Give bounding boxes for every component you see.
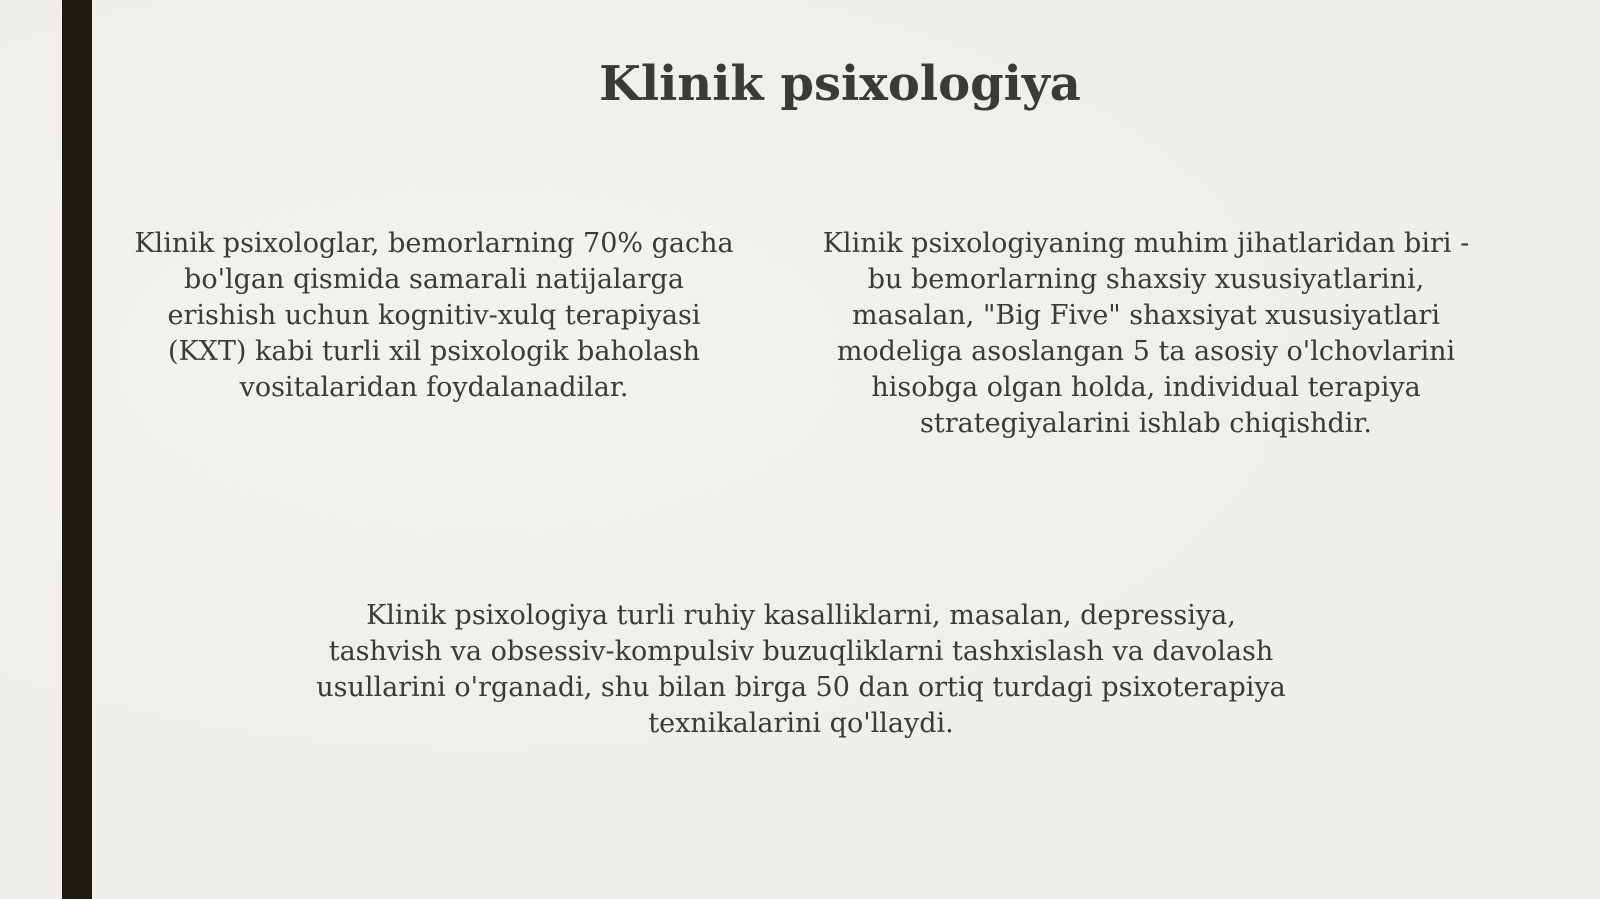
bottom-text-line: usullarini o'rganadi, shu bilan birga 50 dan ortiq turdagi psixoterapiya — [316, 672, 1286, 703]
right-text-line: bu bemorlarning shaxsiy xususiyatlarini, — [867, 264, 1425, 295]
accent-side-bar — [62, 0, 92, 899]
left-text-block — [108, 226, 760, 406]
bottom-text-block — [270, 598, 1332, 742]
left-text-line: Klinik psixologlar, bemorlarning 70% gacha — [134, 228, 734, 259]
left-text-line: bo'lgan qismida samarali natijalarga — [184, 264, 684, 295]
right-text-line: modeliga asoslangan 5 ta asosiy o'lchovlarini — [836, 336, 1456, 367]
left-text-line: erishish uchun kognitiv-xulq terapiyasi — [167, 300, 701, 331]
right-text-line: strategiyalarini ishlab chiqishdir. — [920, 408, 1372, 439]
bottom-text-line: texnikalarini qo'llaydi. — [648, 708, 954, 739]
left-text-line: vositalaridan foydalanadilar. — [239, 372, 629, 403]
right-text-line: hisobga olgan holda, individual terapiya — [871, 372, 1421, 403]
bottom-text-line: tashvish va obsessiv-kompulsiv buzuqliklarni tashxislash va davolash — [328, 636, 1274, 667]
right-text-block — [790, 226, 1502, 442]
bottom-text-line: Klinik psixologiya turli ruhiy kasalliklarni, masalan, depressiya, — [366, 600, 1236, 631]
right-text-line: masalan, "Big Five" shaxsiyat xususiyatlari — [852, 300, 1440, 331]
right-text-line: Klinik psixologiyaning muhim jihatlaridan biri - — [822, 228, 1470, 259]
left-text-line: (KXT) kabi turli xil psixologik baholash — [167, 336, 701, 367]
slide-title: Klinik psixologiya — [599, 56, 1081, 112]
